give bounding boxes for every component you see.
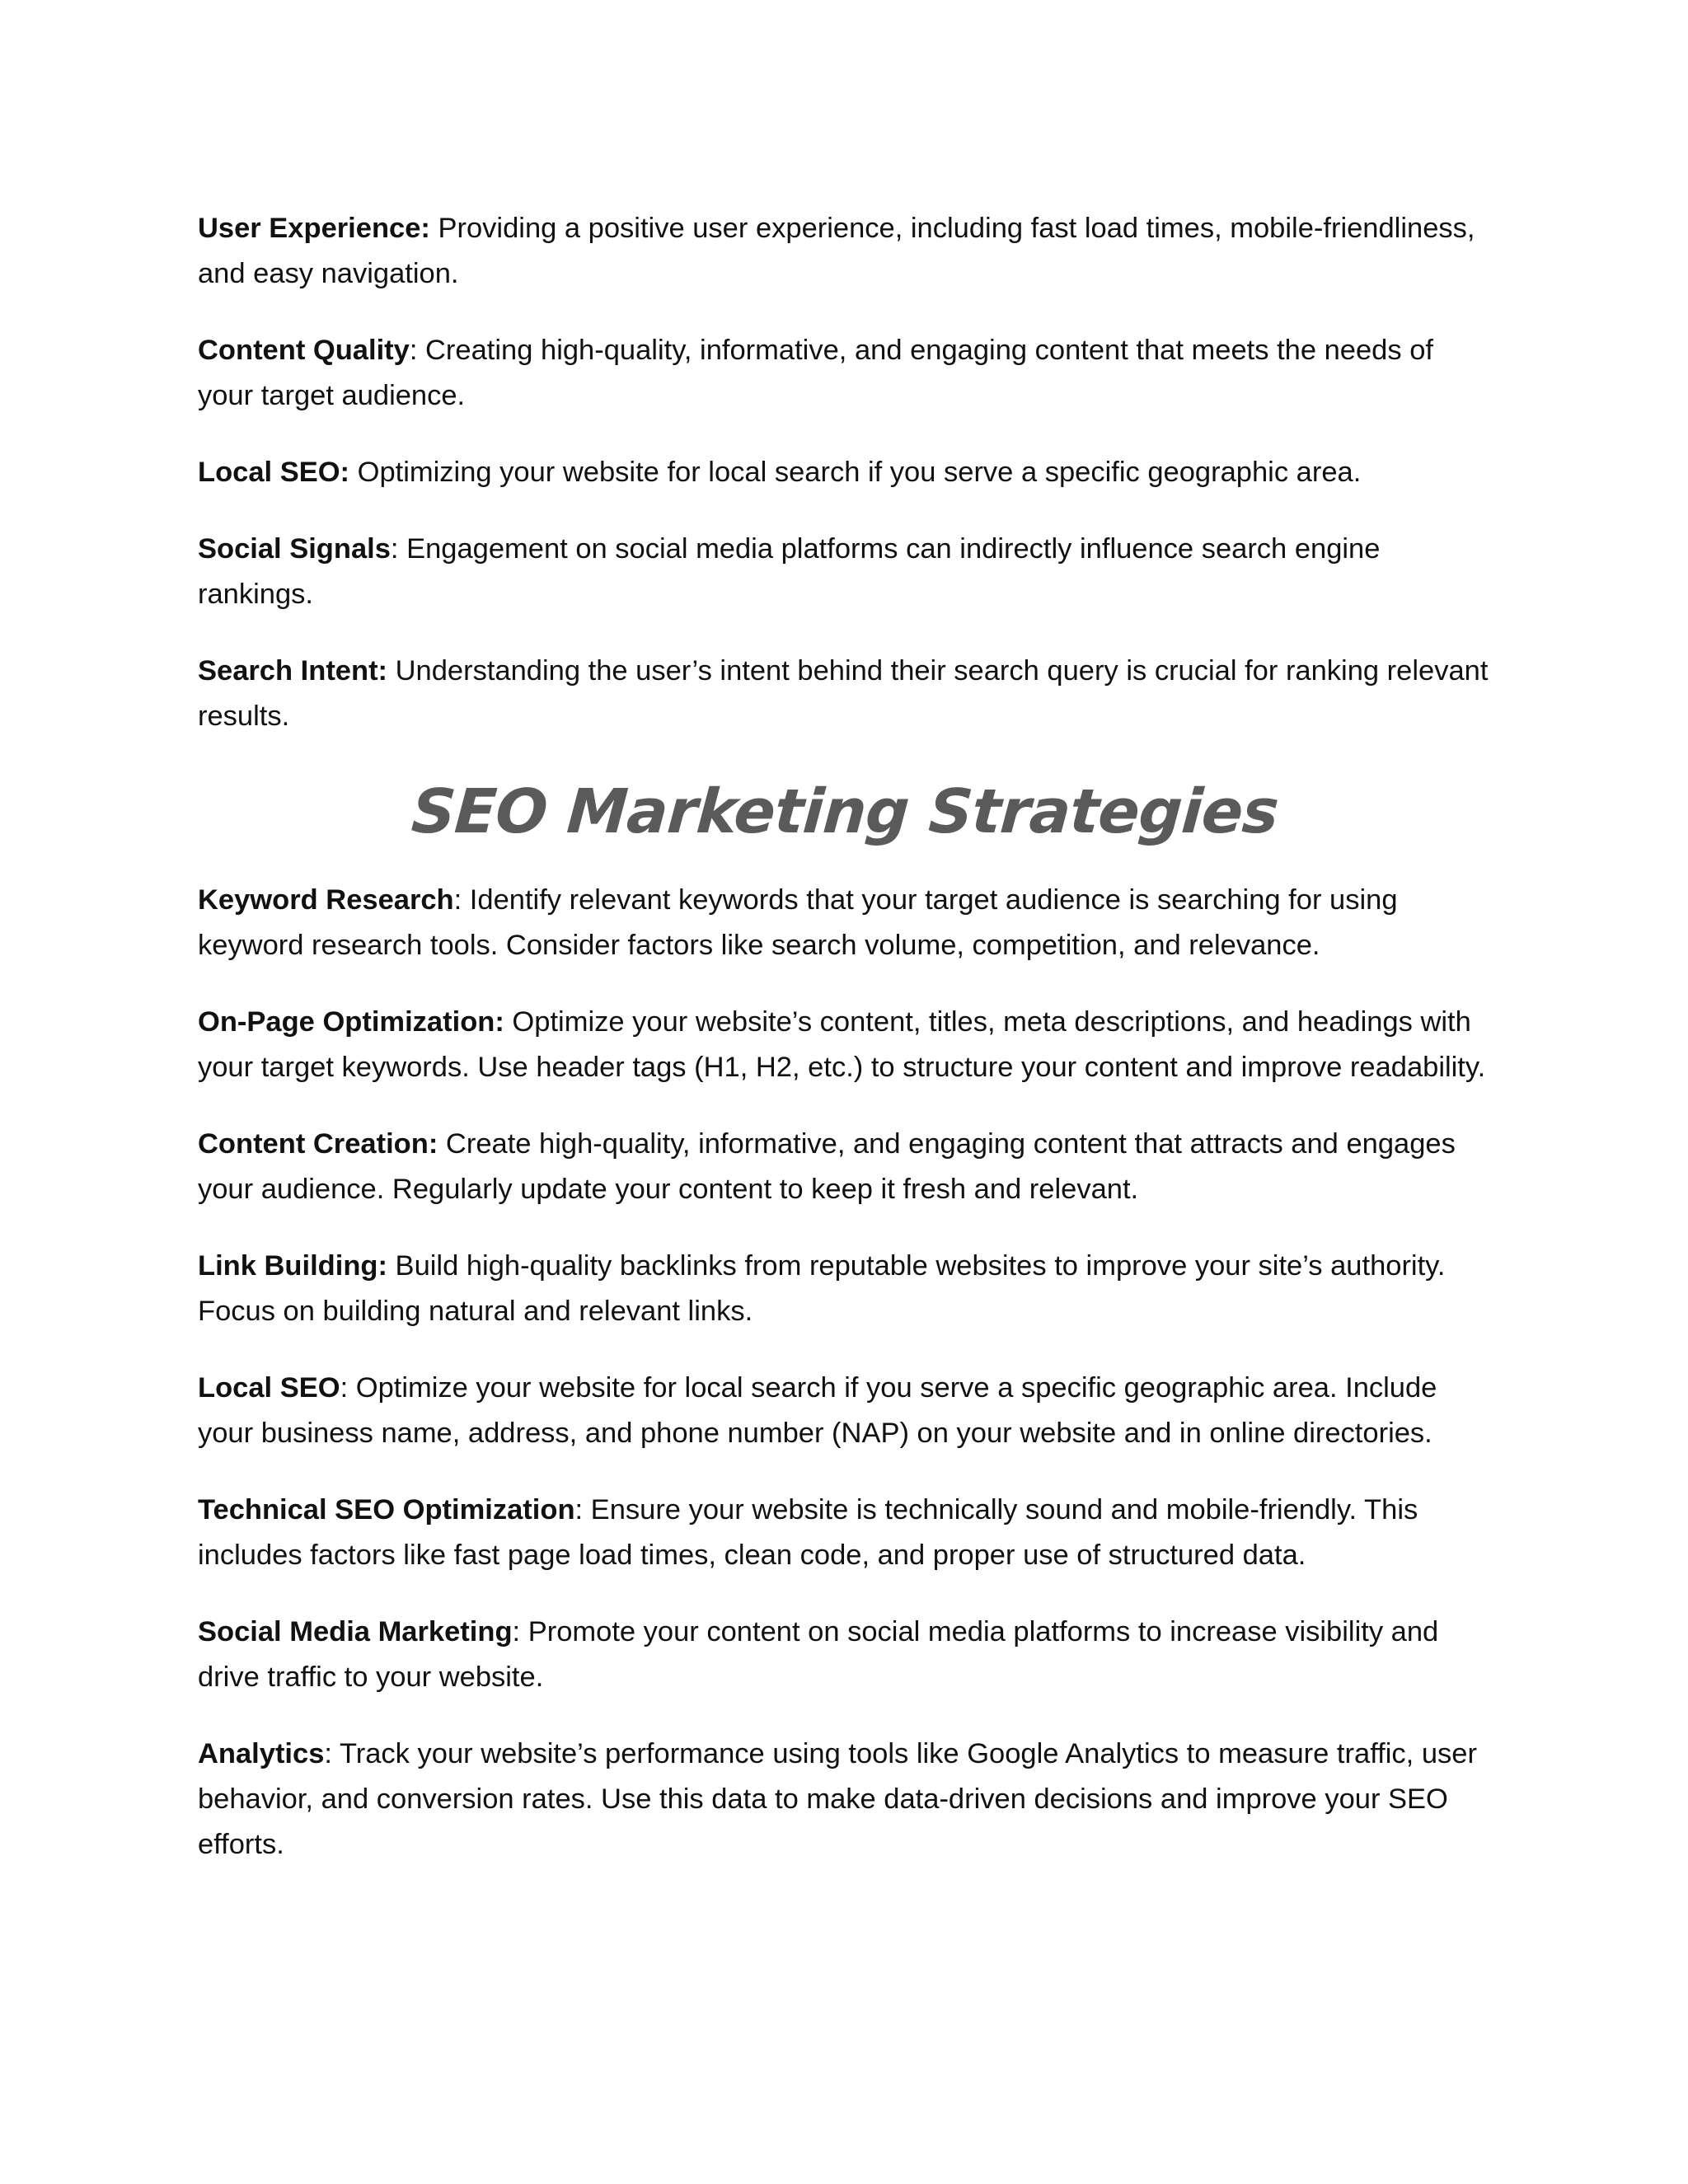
section-heading: SEO Marketing Strategies [409, 776, 1281, 847]
term-label: Link Building: [198, 1250, 387, 1282]
paragraph-local-seo-strategy [198, 1366, 1492, 1456]
paragraph-analytics [198, 1732, 1492, 1868]
term-label: Social Signals [198, 533, 391, 565]
term-description: Optimize your website’s content, titles, meta descriptions, and headings with your target keywords. Use header tags (H1, H2, etc.) to structure your content and improve readability. [198, 1006, 1486, 1083]
term-label: Content Quality [198, 335, 410, 366]
term-label: User Experience: [198, 213, 430, 244]
paragraph-user-experience [198, 206, 1492, 297]
term-description: : Creating high-quality, informative, and engaging content that meets the needs of your target audience. [198, 335, 1433, 411]
term-description: : Track your website’s performance using tools like Google Analytics to measure traffic, user behavior, and conversion rates. Use this data to make data-driven decisions and improve your SEO efforts. [198, 1738, 1477, 1860]
term-label: Local SEO [198, 1372, 340, 1404]
term-description: Create high-quality, informative, and engaging content that attracts and engages your audience. Regularly update your content to keep it fresh and relevant. [198, 1128, 1456, 1205]
term-description: Build high-quality backlinks from reputable websites to improve your site’s authority. Focus on building natural and relevant links. [198, 1250, 1446, 1327]
term-label: Technical SEO Optimization [198, 1494, 575, 1526]
term-label: Keyword Research [198, 884, 454, 916]
term-description: Understanding the user’s intent behind their search query is crucial for ranking relevant results. [198, 655, 1489, 732]
term-label: Search Intent: [198, 655, 388, 687]
term-description: : Ensure your website is technically sound and mobile-friendly. This includes factors like fast page load times, clean code, and proper use of structured data. [198, 1494, 1418, 1571]
term-description: : Identify relevant keywords that your target audience is searching for using keyword research tools. Consider factors like search volume, competition, and relevance. [198, 884, 1398, 961]
paragraph-local-seo [198, 450, 1492, 495]
paragraph-social-media-marketing [198, 1610, 1492, 1700]
paragraph-social-signals [198, 527, 1492, 617]
term-label: Analytics [198, 1738, 325, 1769]
term-description: Optimizing your website for local search if you serve a specific geographic area. [349, 457, 1362, 488]
term-description: : Engagement on social media platforms can indirectly influence search engine rankings. [198, 533, 1381, 610]
paragraph-content-quality [198, 328, 1492, 419]
term-label: On-Page Optimization: [198, 1006, 504, 1038]
paragraph-technical-seo [198, 1488, 1492, 1578]
term-description: : Promote your content on social media platforms to increase visibility and drive traffic to your website. [198, 1616, 1439, 1693]
term-description: Providing a positive user experience, including fast load times, mobile-friendliness, and easy navigation. [198, 213, 1475, 289]
paragraph-keyword-research [198, 878, 1492, 968]
paragraph-on-page-optimization [198, 1000, 1492, 1090]
term-label: Content Creation: [198, 1128, 438, 1160]
term-label: Local SEO: [198, 457, 350, 488]
term-label: Social Media Marketing [198, 1616, 513, 1647]
paragraph-content-creation [198, 1122, 1492, 1212]
paragraph-link-building [198, 1244, 1492, 1334]
term-description: : Optimize your website for local search if you serve a specific geographic area. Include your business name, address, and phone number (NAP) on your website and in online directories. [198, 1372, 1437, 1449]
paragraph-search-intent [198, 649, 1492, 739]
